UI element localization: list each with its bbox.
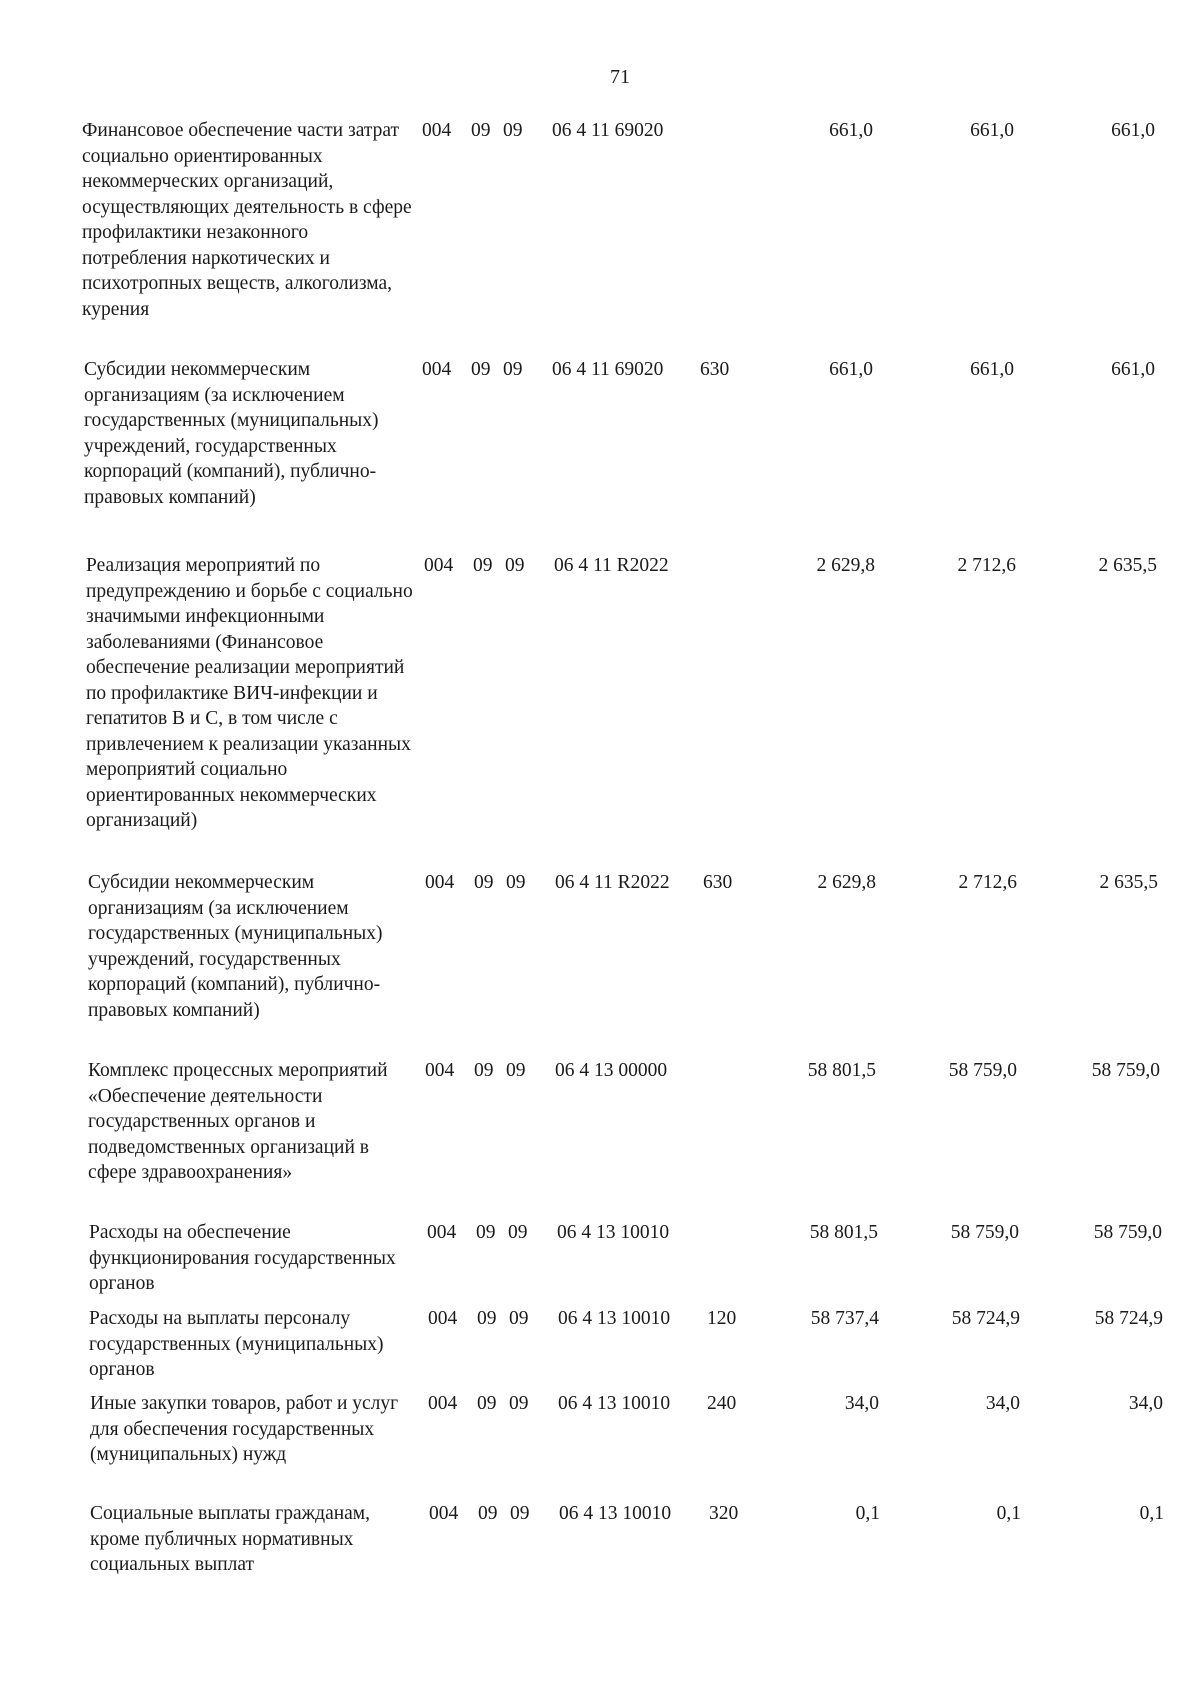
row-amount-year-2: 2 712,6 [958,872,1017,893]
row-subsection-code: 09 [503,359,523,380]
row-section-code: 09 [476,1222,496,1243]
row-amount-year-2: 58 724,9 [951,1308,1020,1329]
row-amount-year-1: 2 629,8 [817,872,876,893]
row-name: Расходы на обеспечение функционирования государственных органов [89,1222,396,1294]
row-subsection-code: 09 [510,1503,530,1524]
row-amount-year-1: 0,1 [855,1503,880,1524]
row-subsection-code: 09 [509,1393,529,1414]
row-section-code: 09 [471,120,491,141]
row-target-code: 06 4 11 R2022 [554,555,669,576]
row-ministry-code: 004 [422,120,452,141]
row-section-code: 09 [474,872,494,893]
row-name: Субсидии некоммерческим организациям (за исключением государственных (муниципальных) учреждений, государственных корпораций (компаний), публично-правовых компаний) [84,359,379,508]
row-amount-year-2: 0,1 [996,1503,1021,1524]
row-target-code: 06 4 11 69020 [552,120,664,141]
row-subsection-code: 09 [509,1308,529,1329]
row-section-code: 09 [478,1503,498,1524]
row-subsection-code: 09 [506,872,526,893]
row-ministry-code: 004 [425,872,455,893]
row-amount-year-3: 34,0 [1128,1393,1163,1414]
row-expense-type: 630 [703,872,733,893]
row-amount-year-1: 661,0 [829,359,873,380]
row-expense-type: 120 [707,1308,737,1329]
row-section-code: 09 [477,1308,497,1329]
row-subsection-code: 09 [503,120,523,141]
row-name: Реализация мероприятий по предупреждению и борьбе с социально значимыми инфекционными заболеваниями (Финансовое обеспечение реализации мероприятий по профилактике ВИЧ-инфекции и гепатитов В и С, в том числе с привлечением к реализации указанных мероприятий социально ориентированных некоммерческих организаций) [86,555,413,831]
row-ministry-code: 004 [428,1393,458,1414]
row-amount-year-3: 2 635,5 [1098,555,1157,576]
row-name: Расходы на выплаты персоналу государственных (муниципальных) органов [89,1308,384,1380]
row-target-code: 06 4 11 R2022 [555,872,670,893]
row-amount-year-1: 34,0 [844,1393,879,1414]
row-target-code: 06 4 11 69020 [552,359,664,380]
row-amount-year-2: 58 759,0 [950,1222,1019,1243]
row-amount-year-3: 58 724,9 [1094,1308,1163,1329]
row-name: Субсидии некоммерческим организациям (за исключением государственных (муниципальных) учреждений, государственных корпораций (компаний), публично-правовых компаний) [88,872,383,1021]
row-name: Комплекс процессных мероприятий «Обеспечение деятельности государственных органов и подведомственных организаций в сфере здравоохранения» [88,1060,388,1183]
row-ministry-code: 004 [425,1060,455,1081]
row-amount-year-3: 0,1 [1139,1503,1164,1524]
row-amount-year-3: 2 635,5 [1099,872,1158,893]
row-amount-year-2: 661,0 [970,120,1014,141]
row-amount-year-3: 661,0 [1111,359,1155,380]
row-expense-type: 630 [700,359,730,380]
row-amount-year-3: 661,0 [1111,120,1155,141]
row-ministry-code: 004 [428,1308,458,1329]
row-ministry-code: 004 [424,555,454,576]
row-name: Финансовое обеспечение части затрат социально ориентированных некоммерческих организаций, осуществляющих деятельность в сфере профилактики незаконного потребления наркотических и психотропных веществ, алкоголизма, курения [82,120,412,320]
row-amount-year-1: 58 737,4 [810,1308,879,1329]
row-target-code: 06 4 13 10010 [558,1393,671,1414]
row-target-code: 06 4 13 10010 [558,1308,671,1329]
row-ministry-code: 004 [427,1222,457,1243]
page-number: 71 [610,66,630,88]
row-section-code: 09 [473,555,493,576]
row-expense-type: 240 [707,1393,737,1414]
row-amount-year-1: 58 801,5 [809,1222,878,1243]
row-subsection-code: 09 [505,555,525,576]
row-subsection-code: 09 [508,1222,528,1243]
row-amount-year-1: 2 629,8 [816,555,875,576]
row-expense-type: 320 [709,1503,739,1524]
row-section-code: 09 [471,359,491,380]
row-amount-year-2: 34,0 [985,1393,1020,1414]
row-target-code: 06 4 13 10010 [557,1222,670,1243]
row-amount-year-2: 2 712,6 [957,555,1016,576]
row-name: Иные закупки товаров, работ и услуг для обеспечения государственных (муниципальных) нужд [90,1393,399,1465]
row-amount-year-1: 58 801,5 [807,1060,876,1081]
row-subsection-code: 09 [506,1060,526,1081]
row-amount-year-1: 661,0 [829,120,873,141]
row-target-code: 06 4 13 00000 [555,1060,668,1081]
row-ministry-code: 004 [422,359,452,380]
row-target-code: 06 4 13 10010 [559,1503,672,1524]
row-name: Социальные выплаты гражданам, кроме публичных нормативных социальных выплат [90,1503,371,1575]
row-ministry-code: 004 [429,1503,459,1524]
row-amount-year-2: 58 759,0 [948,1060,1017,1081]
row-section-code: 09 [474,1060,494,1081]
row-amount-year-2: 661,0 [970,359,1014,380]
row-amount-year-3: 58 759,0 [1091,1060,1160,1081]
row-amount-year-3: 58 759,0 [1093,1222,1162,1243]
row-section-code: 09 [477,1393,497,1414]
